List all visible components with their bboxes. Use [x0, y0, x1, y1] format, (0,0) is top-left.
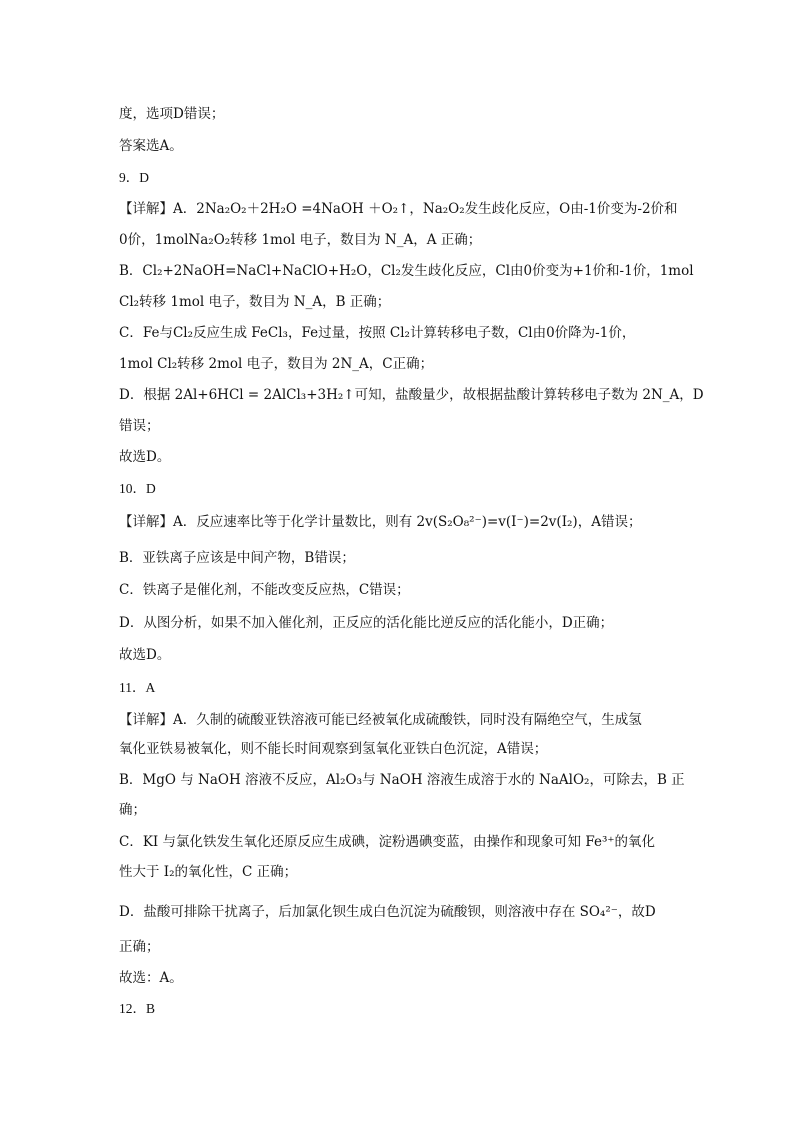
text-line: B．MgO 与 NaOH 溶液不反应，Al₂O₃与 NaOH 溶液生成溶于水的 NaAlO₂，可除去，B 正	[119, 772, 685, 788]
text-line: 【详解】A．2Na₂O₂＋2H₂O =4NaOH ＋O₂↑，Na₂O₂发生歧化反应，O由-1价变为-2价和	[119, 201, 678, 217]
text-line: 度，选项D错误；	[119, 106, 225, 122]
text-line: C．铁离子是催化剂，不能改变反应热，C错误；	[119, 582, 410, 598]
text-line: B．亚铁离子应该是中间产物，B错误；	[119, 550, 355, 566]
text-line: 0价，1molNa₂O₂转移 1mol 电子，数目为 N_A，A 正确；	[119, 232, 482, 248]
question-number: 12．B	[119, 1001, 156, 1016]
text-line: B．Cl₂+2NaOH=NaCl+NaClO+H₂O，Cl₂发生歧化反应，Cl由0价变为+1价和-1价，1mol	[119, 263, 694, 279]
text-line: 错误；	[119, 418, 160, 434]
text-line: D．从图分析，如果不加入催化剂，正反应的活化能比逆反应的活化能小，D正确；	[119, 615, 614, 631]
text-line: 正确；	[119, 939, 160, 955]
text-line: 故选D。	[119, 449, 171, 465]
text-line: 1mol Cl₂转移 2mol 电子，数目为 2N_A，C正确；	[119, 356, 434, 372]
text-line: C．KI 与氯化铁发生氧化还原反应生成碘，淀粉遇碘变蓝，由操作和现象可知 Fe³⁺的氧化	[119, 834, 655, 850]
text-line: 【详解】A．久制的硫酸亚铁溶液可能已经被氧化成硫酸铁，同时没有隔绝空气，生成氢	[119, 712, 642, 728]
text-line: 答案选A。	[119, 138, 183, 154]
question-number: 9．D	[119, 170, 149, 185]
text-line: 故选D。	[119, 647, 171, 663]
text-line: 故选：A。	[119, 970, 183, 986]
text-line: D．盐酸可排除干扰离子，后加氯化钡生成白色沉淀为硫酸钡，则溶液中存在 SO₄²⁻，故D	[119, 904, 656, 920]
text-line: C．Fe与Cl₂反应生成 FeCl₃，Fe过量，按照 Cl₂计算转移电子数，Cl由0价降为-1价，	[119, 325, 636, 341]
text-line: D．根据 2Al+6HCl = 2AlCl₃+3H₂↑可知，盐酸量少，故根据盐酸计算转移电子数为 2N_A，D	[119, 387, 704, 403]
question-number: 10．D	[119, 481, 156, 496]
text-line: 确；	[119, 802, 146, 818]
question-number: 11．A	[119, 680, 156, 695]
text-line: 【详解】A．反应速率比等于化学计量数比，则有 2v(S₂O₈²⁻)=v(I⁻)=2v(I₂)，A错误；	[119, 514, 642, 530]
text-line: Cl₂转移 1mol 电子，数目为 N_A，B 正确；	[119, 294, 391, 310]
text-line: 性大于 I₂的氧化性，C 正确；	[119, 864, 298, 880]
text-line: 氧化亚铁易被氧化，则不能长时间观察到氢氧化亚铁白色沉淀，A错误；	[119, 741, 548, 757]
